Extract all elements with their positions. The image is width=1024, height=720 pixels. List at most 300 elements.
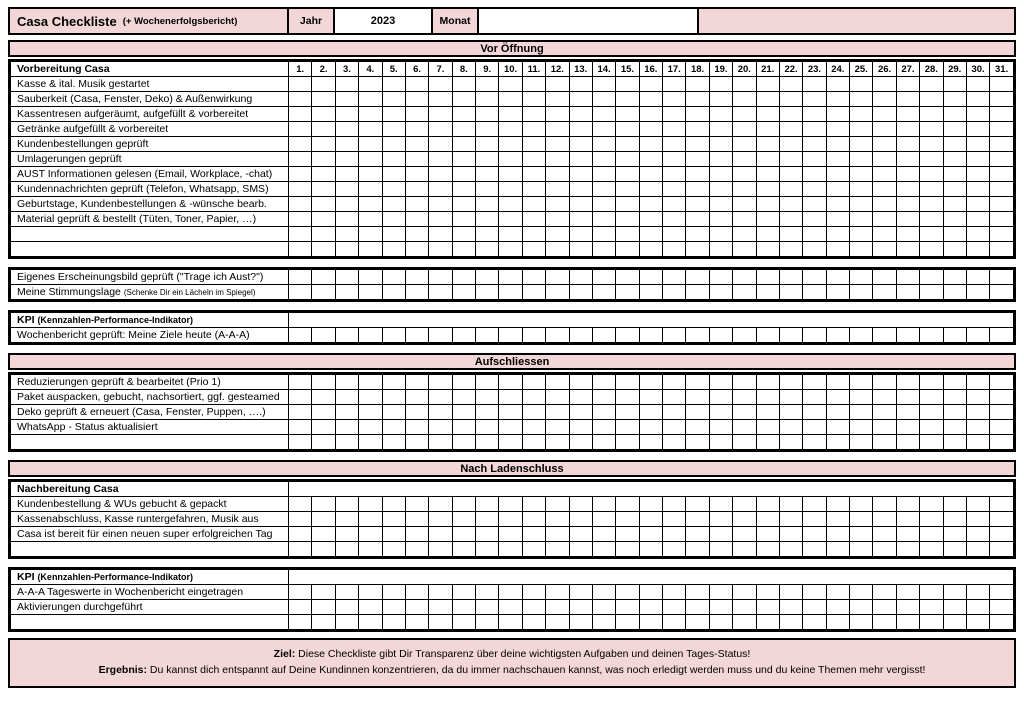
checkbox-cell[interactable]: [850, 328, 873, 343]
checkbox-cell[interactable]: [966, 512, 989, 527]
checkbox-cell[interactable]: [312, 328, 335, 343]
checkbox-cell[interactable]: [382, 542, 405, 557]
checkbox-cell[interactable]: [476, 615, 499, 630]
checkbox-cell[interactable]: [382, 585, 405, 600]
checkbox-cell[interactable]: [405, 615, 428, 630]
checkbox-cell[interactable]: [359, 527, 382, 542]
checkbox-cell[interactable]: [476, 167, 499, 182]
checkbox-cell[interactable]: [756, 285, 779, 300]
checkbox-cell[interactable]: [779, 107, 802, 122]
checkbox-cell[interactable]: [873, 405, 896, 420]
checkbox-cell[interactable]: [499, 167, 522, 182]
checkbox-cell[interactable]: [569, 542, 592, 557]
checkbox-cell[interactable]: [920, 615, 943, 630]
checkbox-cell[interactable]: [289, 285, 312, 300]
checkbox-cell[interactable]: [569, 435, 592, 450]
checkbox-cell[interactable]: [966, 152, 989, 167]
checkbox-cell[interactable]: [312, 92, 335, 107]
checkbox-cell[interactable]: [966, 435, 989, 450]
checkbox-cell[interactable]: [546, 167, 569, 182]
checkbox-cell[interactable]: [850, 390, 873, 405]
checkbox-cell[interactable]: [686, 435, 709, 450]
checkbox-cell[interactable]: [569, 122, 592, 137]
checkbox-cell[interactable]: [476, 182, 499, 197]
checkbox-cell[interactable]: [896, 212, 919, 227]
checkbox-cell[interactable]: [335, 390, 358, 405]
checkbox-cell[interactable]: [312, 270, 335, 285]
checkbox-cell[interactable]: [803, 92, 826, 107]
checkbox-cell[interactable]: [686, 585, 709, 600]
checkbox-cell[interactable]: [803, 212, 826, 227]
checkbox-cell[interactable]: [686, 242, 709, 257]
checkbox-cell[interactable]: [803, 375, 826, 390]
checkbox-cell[interactable]: [616, 512, 639, 527]
checkbox-cell[interactable]: [943, 77, 966, 92]
checkbox-cell[interactable]: [592, 227, 615, 242]
checkbox-cell[interactable]: [663, 328, 686, 343]
checkbox-cell[interactable]: [616, 92, 639, 107]
checkbox-cell[interactable]: [359, 512, 382, 527]
checkbox-cell[interactable]: [943, 615, 966, 630]
checkbox-cell[interactable]: [405, 137, 428, 152]
checkbox-cell[interactable]: [522, 390, 545, 405]
checkbox-cell[interactable]: [920, 227, 943, 242]
checkbox-cell[interactable]: [873, 497, 896, 512]
checkbox-cell[interactable]: [779, 212, 802, 227]
checkbox-cell[interactable]: [429, 197, 452, 212]
checkbox-cell[interactable]: [499, 197, 522, 212]
checkbox-cell[interactable]: [289, 242, 312, 257]
checkbox-cell[interactable]: [663, 227, 686, 242]
checkbox-cell[interactable]: [335, 497, 358, 512]
checkbox-cell[interactable]: [592, 542, 615, 557]
checkbox-cell[interactable]: [756, 197, 779, 212]
checkbox-cell[interactable]: [429, 270, 452, 285]
checkbox-cell[interactable]: [639, 270, 662, 285]
checkbox-cell[interactable]: [663, 242, 686, 257]
checkbox-cell[interactable]: [335, 182, 358, 197]
checkbox-cell[interactable]: [382, 390, 405, 405]
checkbox-cell[interactable]: [943, 375, 966, 390]
checkbox-cell[interactable]: [639, 285, 662, 300]
checkbox-cell[interactable]: [569, 328, 592, 343]
checkbox-cell[interactable]: [405, 182, 428, 197]
checkbox-cell[interactable]: [803, 107, 826, 122]
checkbox-cell[interactable]: [522, 107, 545, 122]
checkbox-cell[interactable]: [546, 390, 569, 405]
checkbox-cell[interactable]: [686, 270, 709, 285]
checkbox-cell[interactable]: [896, 242, 919, 257]
checkbox-cell[interactable]: [850, 405, 873, 420]
checkbox-cell[interactable]: [663, 137, 686, 152]
checkbox-cell[interactable]: [312, 527, 335, 542]
checkbox-cell[interactable]: [429, 167, 452, 182]
checkbox-cell[interactable]: [779, 270, 802, 285]
checkbox-cell[interactable]: [733, 405, 756, 420]
checkbox-cell[interactable]: [873, 122, 896, 137]
checkbox-cell[interactable]: [522, 137, 545, 152]
month-value-field[interactable]: [479, 7, 699, 35]
checkbox-cell[interactable]: [289, 527, 312, 542]
checkbox-cell[interactable]: [382, 512, 405, 527]
checkbox-cell[interactable]: [429, 390, 452, 405]
checkbox-cell[interactable]: [686, 390, 709, 405]
checkbox-cell[interactable]: [709, 420, 732, 435]
checkbox-cell[interactable]: [382, 497, 405, 512]
checkbox-cell[interactable]: [896, 152, 919, 167]
checkbox-cell[interactable]: [873, 420, 896, 435]
checkbox-cell[interactable]: [686, 542, 709, 557]
checkbox-cell[interactable]: [522, 197, 545, 212]
checkbox-cell[interactable]: [569, 242, 592, 257]
checkbox-cell[interactable]: [709, 227, 732, 242]
checkbox-cell[interactable]: [709, 600, 732, 615]
checkbox-cell[interactable]: [312, 390, 335, 405]
checkbox-cell[interactable]: [569, 585, 592, 600]
checkbox-cell[interactable]: [289, 167, 312, 182]
checkbox-cell[interactable]: [312, 212, 335, 227]
checkbox-cell[interactable]: [359, 497, 382, 512]
checkbox-cell[interactable]: [476, 92, 499, 107]
checkbox-cell[interactable]: [359, 420, 382, 435]
checkbox-cell[interactable]: [826, 405, 849, 420]
checkbox-cell[interactable]: [499, 182, 522, 197]
checkbox-cell[interactable]: [990, 242, 1014, 257]
checkbox-cell[interactable]: [826, 328, 849, 343]
checkbox-cell[interactable]: [592, 182, 615, 197]
checkbox-cell[interactable]: [686, 197, 709, 212]
checkbox-cell[interactable]: [826, 122, 849, 137]
checkbox-cell[interactable]: [779, 122, 802, 137]
checkbox-cell[interactable]: [522, 182, 545, 197]
checkbox-cell[interactable]: [405, 197, 428, 212]
checkbox-cell[interactable]: [289, 212, 312, 227]
checkbox-cell[interactable]: [779, 615, 802, 630]
checkbox-cell[interactable]: [966, 542, 989, 557]
checkbox-cell[interactable]: [499, 585, 522, 600]
checkbox-cell[interactable]: [803, 497, 826, 512]
checkbox-cell[interactable]: [803, 182, 826, 197]
checkbox-cell[interactable]: [359, 242, 382, 257]
checkbox-cell[interactable]: [779, 585, 802, 600]
checkbox-cell[interactable]: [546, 137, 569, 152]
checkbox-cell[interactable]: [405, 420, 428, 435]
checkbox-cell[interactable]: [405, 285, 428, 300]
checkbox-cell[interactable]: [429, 285, 452, 300]
checkbox-cell[interactable]: [686, 405, 709, 420]
checkbox-cell[interactable]: [312, 197, 335, 212]
checkbox-cell[interactable]: [592, 167, 615, 182]
checkbox-cell[interactable]: [382, 242, 405, 257]
checkbox-cell[interactable]: [569, 512, 592, 527]
checkbox-cell[interactable]: [803, 242, 826, 257]
checkbox-cell[interactable]: [616, 390, 639, 405]
checkbox-cell[interactable]: [569, 420, 592, 435]
checkbox-cell[interactable]: [896, 405, 919, 420]
checkbox-cell[interactable]: [569, 375, 592, 390]
checkbox-cell[interactable]: [803, 137, 826, 152]
checkbox-cell[interactable]: [312, 512, 335, 527]
checkbox-cell[interactable]: [335, 212, 358, 227]
checkbox-cell[interactable]: [312, 615, 335, 630]
checkbox-cell[interactable]: [990, 405, 1014, 420]
checkbox-cell[interactable]: [850, 435, 873, 450]
checkbox-cell[interactable]: [405, 242, 428, 257]
checkbox-cell[interactable]: [289, 390, 312, 405]
checkbox-cell[interactable]: [779, 77, 802, 92]
checkbox-cell[interactable]: [639, 527, 662, 542]
checkbox-cell[interactable]: [382, 182, 405, 197]
checkbox-cell[interactable]: [639, 227, 662, 242]
checkbox-cell[interactable]: [522, 77, 545, 92]
checkbox-cell[interactable]: [850, 77, 873, 92]
checkbox-cell[interactable]: [896, 512, 919, 527]
checkbox-cell[interactable]: [966, 600, 989, 615]
checkbox-cell[interactable]: [920, 497, 943, 512]
checkbox-cell[interactable]: [452, 270, 475, 285]
checkbox-cell[interactable]: [990, 167, 1014, 182]
checkbox-cell[interactable]: [429, 420, 452, 435]
checkbox-cell[interactable]: [359, 107, 382, 122]
checkbox-cell[interactable]: [896, 285, 919, 300]
checkbox-cell[interactable]: [803, 542, 826, 557]
checkbox-cell[interactable]: [546, 270, 569, 285]
checkbox-cell[interactable]: [522, 435, 545, 450]
checkbox-cell[interactable]: [663, 435, 686, 450]
checkbox-cell[interactable]: [616, 212, 639, 227]
checkbox-cell[interactable]: [522, 285, 545, 300]
checkbox-cell[interactable]: [990, 122, 1014, 137]
checkbox-cell[interactable]: [826, 435, 849, 450]
checkbox-cell[interactable]: [966, 405, 989, 420]
checkbox-cell[interactable]: [850, 600, 873, 615]
checkbox-cell[interactable]: [359, 615, 382, 630]
checkbox-cell[interactable]: [639, 212, 662, 227]
checkbox-cell[interactable]: [896, 77, 919, 92]
checkbox-cell[interactable]: [850, 375, 873, 390]
checkbox-cell[interactable]: [499, 212, 522, 227]
checkbox-cell[interactable]: [592, 615, 615, 630]
checkbox-cell[interactable]: [359, 375, 382, 390]
checkbox-cell[interactable]: [779, 435, 802, 450]
checkbox-cell[interactable]: [639, 542, 662, 557]
checkbox-cell[interactable]: [896, 527, 919, 542]
checkbox-cell[interactable]: [452, 615, 475, 630]
checkbox-cell[interactable]: [756, 405, 779, 420]
checkbox-cell[interactable]: [779, 285, 802, 300]
checkbox-cell[interactable]: [405, 152, 428, 167]
checkbox-cell[interactable]: [405, 212, 428, 227]
checkbox-cell[interactable]: [663, 197, 686, 212]
checkbox-cell[interactable]: [966, 375, 989, 390]
checkbox-cell[interactable]: [616, 182, 639, 197]
checkbox-cell[interactable]: [896, 420, 919, 435]
checkbox-cell[interactable]: [405, 122, 428, 137]
checkbox-cell[interactable]: [452, 285, 475, 300]
checkbox-cell[interactable]: [546, 242, 569, 257]
checkbox-cell[interactable]: [476, 435, 499, 450]
checkbox-cell[interactable]: [733, 600, 756, 615]
checkbox-cell[interactable]: [756, 600, 779, 615]
checkbox-cell[interactable]: [639, 92, 662, 107]
checkbox-cell[interactable]: [733, 77, 756, 92]
checkbox-cell[interactable]: [826, 512, 849, 527]
checkbox-cell[interactable]: [663, 375, 686, 390]
checkbox-cell[interactable]: [359, 122, 382, 137]
checkbox-cell[interactable]: [966, 227, 989, 242]
checkbox-cell[interactable]: [850, 615, 873, 630]
checkbox-cell[interactable]: [850, 242, 873, 257]
checkbox-cell[interactable]: [312, 167, 335, 182]
checkbox-cell[interactable]: [990, 390, 1014, 405]
checkbox-cell[interactable]: [733, 197, 756, 212]
checkbox-cell[interactable]: [990, 420, 1014, 435]
checkbox-cell[interactable]: [686, 107, 709, 122]
checkbox-cell[interactable]: [920, 182, 943, 197]
checkbox-cell[interactable]: [499, 390, 522, 405]
checkbox-cell[interactable]: [943, 182, 966, 197]
checkbox-cell[interactable]: [335, 227, 358, 242]
checkbox-cell[interactable]: [616, 585, 639, 600]
checkbox-cell[interactable]: [592, 405, 615, 420]
checkbox-cell[interactable]: [429, 137, 452, 152]
checkbox-cell[interactable]: [382, 92, 405, 107]
checkbox-cell[interactable]: [686, 227, 709, 242]
checkbox-cell[interactable]: [873, 527, 896, 542]
checkbox-cell[interactable]: [592, 197, 615, 212]
checkbox-cell[interactable]: [850, 197, 873, 212]
checkbox-cell[interactable]: [990, 77, 1014, 92]
checkbox-cell[interactable]: [452, 167, 475, 182]
checkbox-cell[interactable]: [733, 212, 756, 227]
checkbox-cell[interactable]: [733, 527, 756, 542]
checkbox-cell[interactable]: [382, 405, 405, 420]
checkbox-cell[interactable]: [966, 107, 989, 122]
year-value-field[interactable]: 2023: [335, 7, 433, 35]
checkbox-cell[interactable]: [452, 542, 475, 557]
checkbox-cell[interactable]: [569, 137, 592, 152]
checkbox-cell[interactable]: [522, 420, 545, 435]
checkbox-cell[interactable]: [733, 512, 756, 527]
checkbox-cell[interactable]: [592, 92, 615, 107]
checkbox-cell[interactable]: [943, 92, 966, 107]
checkbox-cell[interactable]: [452, 92, 475, 107]
checkbox-cell[interactable]: [873, 77, 896, 92]
checkbox-cell[interactable]: [639, 167, 662, 182]
checkbox-cell[interactable]: [592, 585, 615, 600]
checkbox-cell[interactable]: [756, 92, 779, 107]
checkbox-cell[interactable]: [966, 77, 989, 92]
checkbox-cell[interactable]: [920, 242, 943, 257]
checkbox-cell[interactable]: [312, 227, 335, 242]
checkbox-cell[interactable]: [289, 585, 312, 600]
checkbox-cell[interactable]: [990, 328, 1014, 343]
checkbox-cell[interactable]: [990, 375, 1014, 390]
checkbox-cell[interactable]: [709, 152, 732, 167]
checkbox-cell[interactable]: [452, 600, 475, 615]
checkbox-cell[interactable]: [335, 585, 358, 600]
checkbox-cell[interactable]: [335, 270, 358, 285]
checkbox-cell[interactable]: [943, 212, 966, 227]
checkbox-cell[interactable]: [289, 77, 312, 92]
checkbox-cell[interactable]: [382, 375, 405, 390]
checkbox-cell[interactable]: [639, 122, 662, 137]
checkbox-cell[interactable]: [943, 242, 966, 257]
checkbox-cell[interactable]: [616, 405, 639, 420]
checkbox-cell[interactable]: [452, 107, 475, 122]
checkbox-cell[interactable]: [686, 285, 709, 300]
checkbox-cell[interactable]: [896, 615, 919, 630]
checkbox-cell[interactable]: [803, 197, 826, 212]
checkbox-cell[interactable]: [335, 420, 358, 435]
checkbox-cell[interactable]: [359, 137, 382, 152]
checkbox-cell[interactable]: [289, 182, 312, 197]
checkbox-cell[interactable]: [335, 375, 358, 390]
checkbox-cell[interactable]: [569, 227, 592, 242]
checkbox-cell[interactable]: [452, 405, 475, 420]
checkbox-cell[interactable]: [756, 435, 779, 450]
checkbox-cell[interactable]: [779, 137, 802, 152]
checkbox-cell[interactable]: [569, 497, 592, 512]
checkbox-cell[interactable]: [896, 542, 919, 557]
checkbox-cell[interactable]: [966, 212, 989, 227]
checkbox-cell[interactable]: [873, 615, 896, 630]
checkbox-cell[interactable]: [289, 122, 312, 137]
checkbox-cell[interactable]: [826, 107, 849, 122]
checkbox-cell[interactable]: [756, 375, 779, 390]
checkbox-cell[interactable]: [826, 497, 849, 512]
checkbox-cell[interactable]: [405, 375, 428, 390]
checkbox-cell[interactable]: [429, 107, 452, 122]
checkbox-cell[interactable]: [429, 182, 452, 197]
checkbox-cell[interactable]: [733, 92, 756, 107]
checkbox-cell[interactable]: [990, 600, 1014, 615]
checkbox-cell[interactable]: [896, 107, 919, 122]
checkbox-cell[interactable]: [592, 435, 615, 450]
checkbox-cell[interactable]: [803, 585, 826, 600]
checkbox-cell[interactable]: [709, 182, 732, 197]
checkbox-cell[interactable]: [359, 542, 382, 557]
checkbox-cell[interactable]: [990, 152, 1014, 167]
checkbox-cell[interactable]: [686, 122, 709, 137]
checkbox-cell[interactable]: [569, 107, 592, 122]
checkbox-cell[interactable]: [920, 152, 943, 167]
checkbox-cell[interactable]: [522, 227, 545, 242]
checkbox-cell[interactable]: [686, 137, 709, 152]
checkbox-cell[interactable]: [452, 435, 475, 450]
checkbox-cell[interactable]: [663, 270, 686, 285]
checkbox-cell[interactable]: [405, 390, 428, 405]
checkbox-cell[interactable]: [429, 227, 452, 242]
checkbox-cell[interactable]: [733, 227, 756, 242]
checkbox-cell[interactable]: [663, 122, 686, 137]
checkbox-cell[interactable]: [382, 77, 405, 92]
checkbox-cell[interactable]: [896, 227, 919, 242]
checkbox-cell[interactable]: [850, 527, 873, 542]
checkbox-cell[interactable]: [569, 285, 592, 300]
checkbox-cell[interactable]: [429, 527, 452, 542]
checkbox-cell[interactable]: [592, 497, 615, 512]
checkbox-cell[interactable]: [592, 600, 615, 615]
checkbox-cell[interactable]: [873, 375, 896, 390]
checkbox-cell[interactable]: [452, 122, 475, 137]
checkbox-cell[interactable]: [920, 122, 943, 137]
checkbox-cell[interactable]: [943, 167, 966, 182]
checkbox-cell[interactable]: [335, 527, 358, 542]
checkbox-cell[interactable]: [569, 197, 592, 212]
checkbox-cell[interactable]: [990, 197, 1014, 212]
checkbox-cell[interactable]: [873, 227, 896, 242]
